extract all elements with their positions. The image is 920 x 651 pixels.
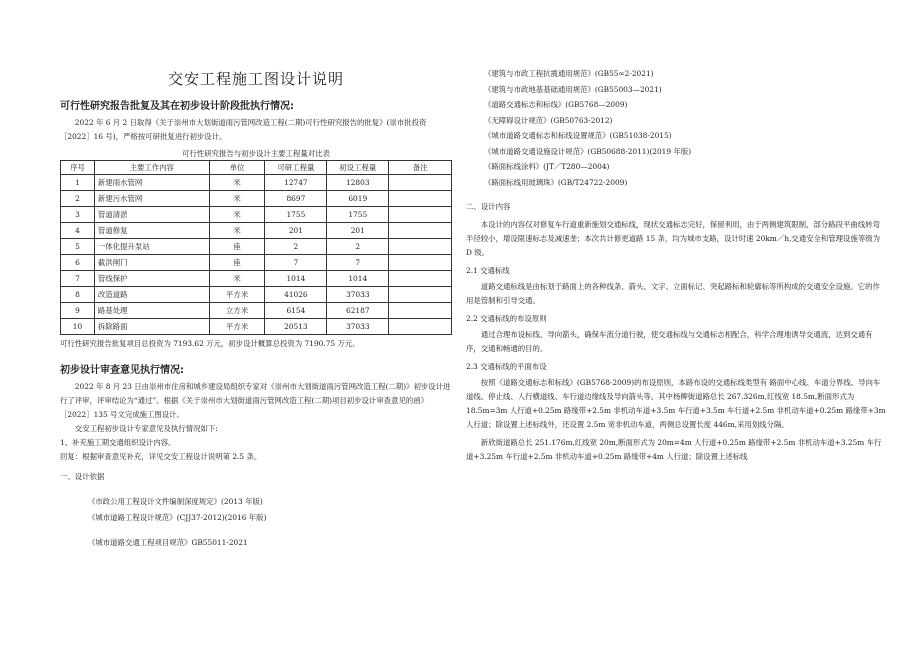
table-cell: 7: [61, 271, 95, 287]
review-paragraph: 2022 年 8 月 23 日由崇州市住房和城乡建设局组织专家对《崇州市大划街道雨污管网改造工程(二期)》初步设计进行了评审，评审结论为“通过”。根据《关于崇州市大划街道雨污管网改造工程(二期)项目初步设计审查意见的函》［2022］135 号文完成施工图设计。: [60, 382, 451, 419]
reference-item: 《城市道路交通设施设计规范》(GB50688-2011)(2019 年版): [484, 146, 692, 156]
reference-item: 《无障碍设计规范》(GB50763-2012): [484, 115, 613, 125]
table-cell: 路基处理: [94, 303, 209, 319]
table-cell: 管道修复: [94, 223, 209, 239]
table-row: [61, 303, 452, 319]
table-header-cell: 可研工程量: [265, 161, 327, 175]
table-cell: 6019: [327, 191, 389, 207]
table-cell: 2: [327, 239, 389, 255]
table-cell: 8: [61, 287, 95, 303]
reference-item: 《城市道路交通工程项目规范》GB55011-2021: [88, 538, 248, 547]
left-column: [60, 64, 452, 551]
approval-paragraph: 2022 年 6 月 2 日取得《关于崇州市大划街道雨污管网改造工程(二期)可行性研究报告的批复》(崇市批投资［2022］16 号)，严格按可研批复进行初步设计。: [60, 118, 427, 141]
subsection-2-3-paragraph-1: 按照《道路交通标志和标线》(GB5768-2009)的布设原则，本路布设的交通标线类型有 路面中心线、车道分界线、导向车道线、停止线、人行横道线、车行道边缘线及导向箭头等。其中杨柳街道路总长 267.326m,红线宽 18.5m,断面形式为 18.5m=3m 人行道+0.25m 路缘带+2.5m 非机动车道+3.5m 车行道+3.5m 车行道+2.5m 非机动车道+0.25m 路缘带+3m 人行道；除设置上述标线外，还设置 2.5m 宽非机动车道，两侧总设置长度 446m,采用划线分隔。: [466, 378, 886, 429]
table-cell: 6154: [265, 303, 327, 319]
investment-note: 可行性研究报告批复项目总投资为 7193.62 万元，初步设计概算总投资为 7190.75 万元。: [60, 339, 360, 348]
reference-item: 《建筑与市政工程抗震通用规范》(GB55∞2-2021): [484, 69, 654, 78]
section-heading-review: 初步设计审查意见执行情况:: [60, 365, 184, 376]
table-cell: 米: [209, 191, 265, 207]
table-cell: 2: [265, 239, 327, 255]
reference-item: 《路面标线涂料》(JT／T280—2004): [484, 162, 610, 171]
table-row: [61, 319, 452, 335]
table-cell: 1755: [327, 207, 389, 223]
table-row: [61, 207, 452, 223]
table-cell: 新建雨水管网: [94, 175, 209, 191]
table-header-cell: 初设工程量: [327, 161, 389, 175]
design-content-paragraph: 本设计的内容仅对修复车行道重新施划交通标线，现状交通标志完好，保留利用，由于两侧建筑限制，部分路段平曲线转弯半径较小，增设限速标志及减速垄；本次共计修更道路 15 条，均为城市支路，设计时速 20km／h,交通安全和管理设施等级为 D 级。: [466, 220, 880, 257]
table-cell: [389, 239, 452, 255]
subsection-2-2-paragraph: 通过合理布设标线、导向箭头，确保车流分道行驶，使交通标线与交通标志相配合，科学合理地诱导交通流，达到交通有序，交通和畅通的目的。: [466, 330, 873, 353]
table-header-cell: 单位: [209, 161, 265, 175]
opinion-item-1: 1、补充施工期交通组织设计内容。: [60, 438, 176, 447]
table-row: [61, 223, 452, 239]
table-cell: 12747: [265, 175, 327, 191]
table-header-cell: 备注: [389, 161, 452, 175]
table-cell: 截洪闸门: [94, 255, 209, 271]
table-cell: 平方米: [209, 319, 265, 335]
quantity-comparison-table: [60, 160, 452, 335]
table-cell: 37033: [327, 319, 389, 335]
reference-item: 《道路交通标志和标线》(GB5768—2009): [484, 100, 628, 109]
table-header-cell: 主要工作内容: [94, 161, 209, 175]
table-row: [61, 239, 452, 255]
subsection-2-2-heading: 2.2 交通标线的布设原则: [466, 314, 547, 323]
table-cell: 6: [61, 255, 95, 271]
subsection-2-1-paragraph: 道路交通标线是由标划于路面上的各种线条、箭头、文字、立面标记、突起路标和轮廓标等所构成的交通安全设施。它的作用是管制和引导交通。: [466, 282, 880, 305]
reference-item: 《市政公用工程设计文件编制深度规定》(2013 年版): [88, 497, 263, 506]
table-cell: 1014: [327, 271, 389, 287]
table-cell: 201: [327, 223, 389, 239]
table-row: [61, 255, 452, 271]
table-cell: [389, 207, 452, 223]
table-cell: [389, 287, 452, 303]
table-cell: 管道清淤: [94, 207, 209, 223]
subsection-2-1-heading: 2.1 交通标线: [466, 266, 510, 275]
table-cell: 米: [209, 175, 265, 191]
table-cell: 9: [61, 303, 95, 319]
table-row: [61, 191, 452, 207]
table-cell: 62187: [327, 303, 389, 319]
table-cell: 37033: [327, 287, 389, 303]
table-cell: 7: [327, 255, 389, 271]
section-heading-approval: 可行性研究报告批复及其在初步设计阶段批执行情况:: [60, 101, 294, 112]
table-cell: [389, 223, 452, 239]
design-content-heading: 二、设计内容: [466, 202, 511, 211]
table-row: [61, 175, 452, 191]
expert-opinion-intro: 交安工程初步设计专家意见及执行情况如下:: [74, 424, 218, 433]
table-cell: 立方米: [209, 303, 265, 319]
table-cell: [389, 303, 452, 319]
table-cell: 米: [209, 207, 265, 223]
table-cell: 41026: [265, 287, 327, 303]
table-cell: 5: [61, 239, 95, 255]
table-cell: 座: [209, 239, 265, 255]
table-cell: 平方米: [209, 287, 265, 303]
table-cell: 1014: [265, 271, 327, 287]
table-cell: 新建污水管网: [94, 191, 209, 207]
basis-heading: 一、设计依据: [60, 472, 105, 481]
table-cell: [389, 255, 452, 271]
table-caption: 可行性研究报告与初步设计主要工程量对比表: [182, 149, 330, 158]
table-cell: [389, 319, 452, 335]
page-title: 交安工程施工图设计说明: [167, 70, 344, 88]
table-row: [61, 271, 452, 287]
opinion-reply: 回复：根据审查意见补充，详见交安工程设计说明第 2.5 条。: [60, 452, 262, 461]
table-cell: 201: [265, 223, 327, 239]
table-cell: 10: [61, 319, 95, 335]
table-cell: 2: [61, 191, 95, 207]
table-cell: 管线保护: [94, 271, 209, 287]
table-row: [61, 287, 452, 303]
table-cell: 4: [61, 223, 95, 239]
reference-item: 《路面标线用玻璃珠》(GB/T24722-2009): [484, 177, 628, 187]
subsection-2-3-paragraph-2: 新欣街道路总长 251.176m,红线宽 20m,断面形式为 20m=4m 人行道+0.25m 路缘带+2.5m 非机动车道+3.25m 车行道+3.25m 车行道+2.5m 非机动车道+0.25m 路缘带+4m 人行道；除设置上述标线: [466, 438, 882, 461]
subsection-2-3-heading: 2.3 交通标线的平面布设: [466, 362, 547, 371]
table-header-row: [61, 161, 452, 175]
reference-item: 《城市道路工程设计规范》(CJJ37-2012)(2016 年版): [88, 512, 267, 522]
table-cell: 8697: [265, 191, 327, 207]
reference-item: 《城市道路交通标志和标线设置规范》(GB51038-2015): [484, 131, 672, 140]
table-cell: 7: [265, 255, 327, 271]
table-cell: [389, 191, 452, 207]
table-cell: 1755: [265, 207, 327, 223]
table-cell: 3: [61, 207, 95, 223]
table-cell: 座: [209, 255, 265, 271]
table-cell: 米: [209, 223, 265, 239]
table-cell: 20513: [265, 319, 327, 335]
table-cell: 改造道路: [94, 287, 209, 303]
right-column: [466, 66, 886, 464]
table-cell: [389, 175, 452, 191]
table-cell: 一体化提升泵站: [94, 239, 209, 255]
table-cell: 米: [209, 271, 265, 287]
reference-item: 《建筑与市政地基基础通用规范》(GB55003—2021): [484, 84, 662, 94]
table-cell: 12803: [327, 175, 389, 191]
table-cell: [389, 271, 452, 287]
table-cell: 拆除路面: [94, 319, 209, 335]
table-cell: 1: [61, 175, 95, 191]
table-body: [61, 175, 452, 335]
table-header-cell: 序号: [61, 161, 95, 175]
